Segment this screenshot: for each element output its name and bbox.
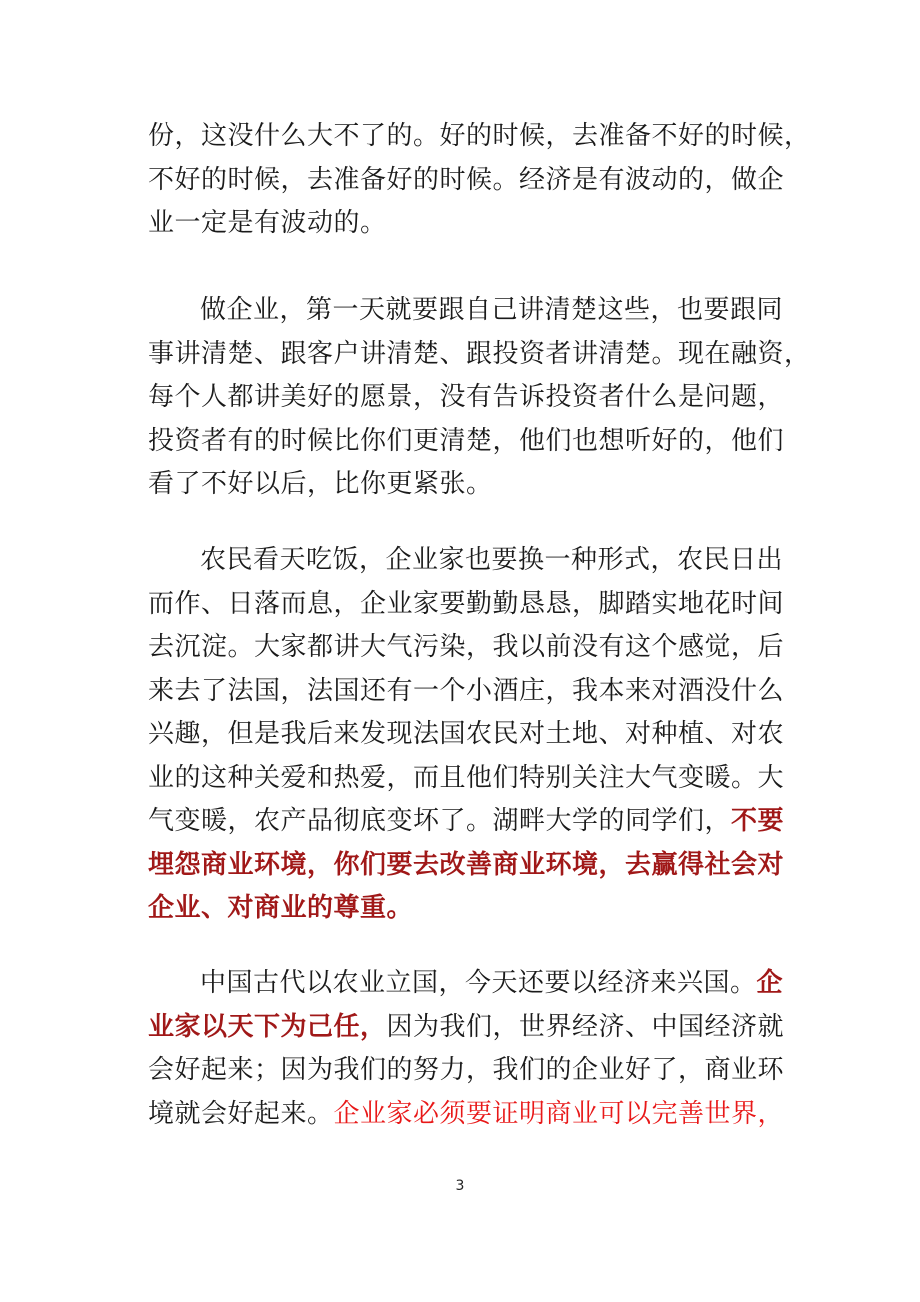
text-line: 每个人都讲美好的愿景，没有告诉投资者什么是问题， bbox=[148, 382, 785, 412]
emphasis-line: 埋怨商业环境，你们要去改善商业环境，去赢得社会对 bbox=[148, 849, 785, 880]
text-line bbox=[148, 962, 788, 1006]
text-line: 做企业，第一天就要跟自己讲清楚这些，也要跟同 bbox=[200, 295, 784, 325]
highlight-text: 企业家必须要证明商业可以完善世界， bbox=[333, 1098, 785, 1129]
text-line: 农民看天吃饭，企业家也要换一种形式，农民日出 bbox=[200, 545, 784, 575]
text-line bbox=[148, 1093, 788, 1137]
paragraph-3 bbox=[148, 539, 788, 931]
text-line: 份，这没什么大不了的。好的时候，去准备不好的时候， bbox=[148, 121, 811, 151]
text-line: 来去了法国，法国还有一个小酒庄，我本来对酒没什么 bbox=[148, 675, 785, 706]
emphasis-line: 企业、对商业的尊重。 bbox=[148, 893, 414, 923]
text-line: 看了不好以后，比你更紧张。 bbox=[148, 469, 493, 499]
text-line bbox=[148, 1006, 788, 1050]
text-line: 而作、日落而息，企业家要勤勤恳恳，脚踏实地花时间 bbox=[148, 588, 785, 619]
text-line bbox=[148, 800, 788, 844]
emphasis-text: 业家以天下为己任， bbox=[148, 1011, 387, 1042]
paragraph-2 bbox=[148, 289, 811, 507]
text-line: 业的这种关爱和热爱，而且他们特别关注大气变暖。大 bbox=[148, 762, 785, 793]
text-run: 境就会好起来。 bbox=[148, 1098, 334, 1129]
paragraph-1 bbox=[148, 115, 811, 246]
page-number: 3 bbox=[455, 1178, 465, 1194]
text-run: 气变暖，农产品彻底变坏了。湖畔大学的同学们， bbox=[148, 806, 732, 836]
text-line: 不好的时候，去准备好的时候。经济是有波动的，做企 bbox=[148, 164, 785, 195]
text-line: 会好起来；因为我们的努力，我们的企业好了，商业环 bbox=[148, 1055, 785, 1085]
text-line: 投资者有的时候比你们更清楚，他们也想听好的，他们 bbox=[148, 425, 785, 456]
text-run: 因为我们，世界经济、中国经济就 bbox=[386, 1011, 785, 1042]
emphasis-text: 企 bbox=[756, 968, 784, 998]
paragraph-4 bbox=[148, 962, 788, 1136]
text-line: 业一定是有波动的。 bbox=[148, 208, 387, 238]
text-run: 中国古代以农业立国，今天还要以经济来兴国。 bbox=[200, 968, 757, 998]
text-line: 事讲清楚、跟客户讲清楚、跟投资者讲清楚。现在融资， bbox=[148, 338, 811, 369]
text-line: 兴趣，但是我后来发现法国农民对土地、对种植、对农 bbox=[148, 719, 785, 749]
emphasis-text: 不要 bbox=[731, 806, 785, 836]
text-line: 去沉淀。大家都讲大气污染，我以前没有这个感觉，后 bbox=[148, 632, 785, 662]
